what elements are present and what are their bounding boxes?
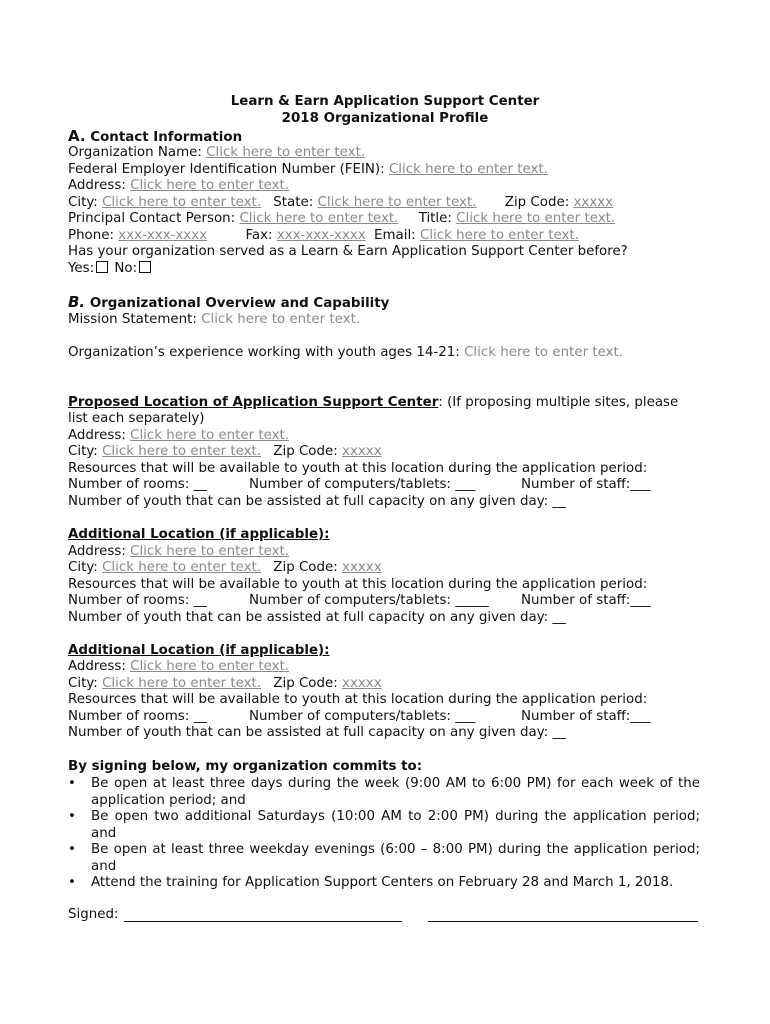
loc1-staff-blank[interactable]: ___	[630, 477, 651, 492]
contact-field[interactable]: Click here to enter text.	[239, 211, 399, 226]
zip-field[interactable]: xxxxx	[573, 195, 614, 210]
loc2-city-field[interactable]: Click here to enter text.	[102, 560, 262, 575]
zip-label: Zip Code:	[504, 195, 570, 210]
phone-fax-email-row	[68, 228, 579, 244]
experience-row	[68, 345, 623, 361]
loc2-rooms-label: Number of rooms:	[68, 593, 190, 608]
loc2-computers-blank[interactable]: _____	[455, 593, 489, 608]
loc1-youth-row	[68, 494, 566, 510]
section-b-title: Organizational Overview and Capability	[89, 296, 390, 311]
title-label: Title:	[418, 211, 452, 226]
loc3-computers-label: Number of computers/tablets:	[249, 709, 451, 724]
loc3-city-label: City:	[68, 676, 98, 691]
mission-row	[68, 312, 360, 328]
loc2-staff	[521, 593, 650, 609]
loc2-youth-label: Number of youth that can be assisted at full capacity on any given day:	[68, 610, 549, 625]
document-subtitle: 2018 Organizational Profile	[281, 111, 489, 126]
loc1-youth-blank[interactable]: __	[552, 494, 566, 509]
org-name-row	[68, 145, 365, 161]
signature-line[interactable]	[124, 921, 402, 922]
email-label: Email:	[374, 228, 416, 243]
loc2-youth-row	[68, 610, 566, 626]
state-label: State:	[273, 195, 314, 210]
address-label: Address:	[68, 178, 126, 193]
commitment-item: Be open at least three weekday evenings (6:00 – 8:00 PM) during the application period; and	[91, 842, 700, 874]
org-name-field[interactable]: Click here to enter text.	[206, 145, 366, 160]
loc2-computers-label: Number of computers/tablets:	[249, 593, 451, 608]
loc3-computers-blank[interactable]: ___	[455, 709, 476, 724]
loc3-zip-field[interactable]: xxxxx	[342, 676, 382, 691]
loc1-address-row	[68, 428, 289, 444]
loc3-computers	[249, 709, 475, 725]
loc1-rooms-blank[interactable]: __	[193, 477, 207, 492]
loc1-city-zip-row	[68, 444, 382, 460]
loc1-city-label: City:	[68, 444, 98, 459]
loc1-city-field[interactable]: Click here to enter text.	[102, 444, 262, 459]
loc3-youth-row	[68, 725, 566, 741]
date-line[interactable]	[428, 921, 698, 922]
loc3-youth-blank[interactable]: __	[552, 725, 566, 740]
fein-field[interactable]: Click here to enter text.	[388, 162, 548, 177]
served-answer-row	[68, 261, 153, 277]
loc2-youth-blank[interactable]: __	[552, 610, 566, 625]
bullet-icon: •	[68, 809, 76, 824]
proposed-location-note: : (If proposing multiple sites, please	[438, 395, 679, 410]
city-label: City:	[68, 195, 98, 210]
proposed-location-heading-row	[68, 395, 678, 411]
loc2-city-label: City:	[68, 560, 98, 575]
state-field[interactable]: Click here to enter text.	[317, 195, 477, 210]
bullet-icon: •	[68, 776, 76, 791]
loc2-zip-field[interactable]: xxxxx	[342, 560, 382, 575]
loc3-city-zip-row	[68, 676, 382, 692]
loc3-youth-label: Number of youth that can be assisted at full capacity on any given day:	[68, 725, 549, 740]
fein-label: Federal Employer Identification Number (FEIN):	[68, 162, 385, 177]
loc1-zip-label: Zip Code:	[273, 444, 338, 459]
loc2-computers	[249, 593, 489, 609]
bullet-icon: •	[68, 875, 76, 890]
served-question: Has your organization served as a Learn & Earn Application Support Center before?	[68, 244, 628, 259]
section-a-letter: A.	[68, 127, 86, 145]
loc1-zip-field[interactable]: xxxxx	[342, 444, 382, 459]
loc2-rooms-blank[interactable]: __	[193, 593, 207, 608]
loc1-youth-label: Number of youth that can be assisted at full capacity on any given day:	[68, 494, 549, 509]
loc2-city-zip-row	[68, 560, 382, 576]
phone-field[interactable]: xxx-xxx-xxxx	[118, 228, 208, 243]
title-field[interactable]: Click here to enter text.	[456, 211, 616, 226]
additional-location-1-heading: Additional Location (if applicable):	[68, 527, 330, 542]
loc1-address-field[interactable]: Click here to enter text.	[130, 428, 290, 443]
phone-label: Phone:	[68, 228, 114, 243]
no-checkbox[interactable]	[139, 261, 151, 273]
loc2-counts-row	[68, 593, 651, 609]
loc3-staff-label: Number of staff:	[521, 709, 631, 724]
contact-row	[68, 211, 615, 227]
loc1-computers	[249, 477, 475, 493]
loc3-staff	[521, 709, 650, 725]
loc3-city-field[interactable]: Click here to enter text.	[102, 676, 262, 691]
commitment-item: Attend the training for Application Support Centers on February 28 and March 1, 2018.	[91, 875, 674, 890]
loc2-staff-label: Number of staff:	[521, 593, 631, 608]
loc1-staff	[521, 477, 650, 493]
experience-label: Organization’s experience working with youth ages 14-21:	[68, 345, 460, 360]
no-label: No:	[114, 261, 138, 276]
loc3-address-field[interactable]: Click here to enter text.	[130, 659, 290, 674]
city-state-zip-row	[68, 195, 613, 211]
loc3-rooms-label: Number of rooms:	[68, 709, 190, 724]
fax-field[interactable]: xxx-xxx-xxxx	[276, 228, 366, 243]
section-b-heading	[68, 294, 389, 312]
proposed-location-note-cont: list each separately)	[68, 411, 205, 426]
commitments-heading: By signing below, my organization commits to:	[68, 759, 423, 774]
commitment-item: Be open two additional Saturdays (10:00 AM to 2:00 PM) during the application period; and	[91, 809, 700, 841]
loc1-staff-label: Number of staff:	[521, 477, 631, 492]
bullet-icon: •	[68, 842, 76, 857]
loc3-rooms-blank[interactable]: __	[193, 709, 207, 724]
fax-label: Fax:	[245, 228, 273, 243]
proposed-location-heading: Proposed Location of Application Support Center	[68, 395, 439, 410]
loc1-resources-text: Resources that will be available to youth at this location during the application period:	[68, 461, 648, 476]
loc3-zip-label: Zip Code:	[273, 676, 338, 691]
loc2-staff-blank[interactable]: ___	[630, 593, 651, 608]
document-title: Learn & Earn Application Support Center	[230, 94, 540, 109]
additional-location-2-heading: Additional Location (if applicable):	[68, 643, 330, 658]
experience-field[interactable]: Click here to enter text.	[464, 345, 624, 360]
mission-label: Mission Statement:	[68, 312, 197, 327]
loc1-rooms-label: Number of rooms:	[68, 477, 190, 492]
address-row	[68, 178, 289, 194]
loc3-address-label: Address:	[68, 659, 126, 674]
loc1-counts-row	[68, 477, 651, 493]
loc2-address-label: Address:	[68, 544, 126, 559]
email-field[interactable]: Click here to enter text.	[419, 228, 579, 243]
section-a-heading	[68, 128, 242, 146]
city-field[interactable]: Click here to enter text.	[102, 195, 262, 210]
commitment-item: Be open at least three days during the week (9:00 AM to 6:00 PM) for each week of the application period; and	[91, 776, 700, 808]
section-a-title: Contact Information	[90, 130, 243, 145]
signed-label: Signed:	[68, 907, 119, 922]
loc2-address-field[interactable]: Click here to enter text.	[130, 544, 290, 559]
contact-label: Principal Contact Person:	[68, 211, 236, 226]
org-name-label: Organization Name:	[68, 145, 202, 160]
loc1-computers-blank[interactable]: ___	[455, 477, 476, 492]
loc1-computers-label: Number of computers/tablets:	[249, 477, 451, 492]
loc3-resources-text: Resources that will be available to youth at this location during the application period:	[68, 692, 648, 707]
loc2-zip-label: Zip Code:	[273, 560, 338, 575]
loc3-counts-row	[68, 709, 651, 725]
mission-field[interactable]: Click here to enter text.	[201, 312, 361, 327]
loc2-resources-text: Resources that will be available to youth at this location during the application period:	[68, 577, 648, 592]
loc1-address-label: Address:	[68, 428, 126, 443]
fein-row	[68, 162, 548, 178]
loc3-address-row	[68, 659, 289, 675]
address-field[interactable]: Click here to enter text.	[130, 178, 290, 193]
loc3-staff-blank[interactable]: ___	[630, 709, 651, 724]
loc2-address-row	[68, 544, 289, 560]
section-b-letter: B.	[68, 293, 86, 311]
yes-checkbox[interactable]	[96, 261, 108, 273]
yes-label: Yes:	[68, 261, 95, 276]
